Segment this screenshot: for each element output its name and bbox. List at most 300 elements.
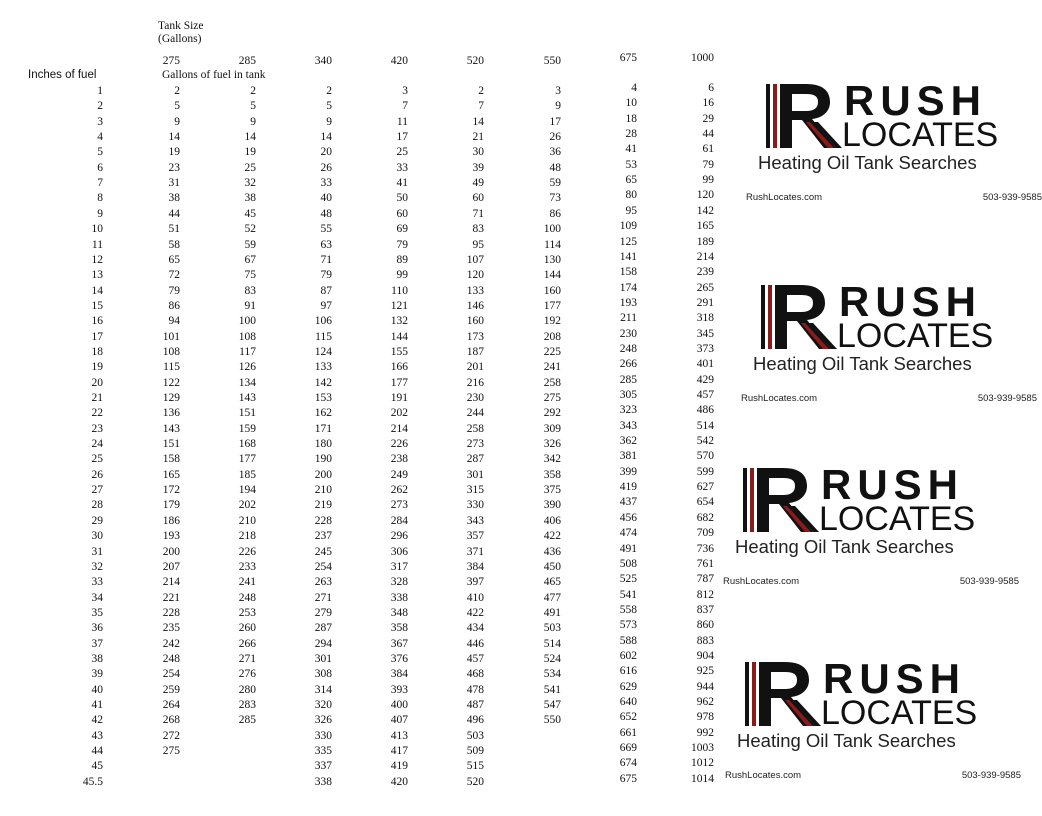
gallons-cell: 191 (390, 392, 408, 404)
gallons-cell: 192 (543, 315, 561, 328)
gallons-cell: 260 (238, 622, 256, 635)
gallons-cell: 230 (466, 392, 484, 404)
gallons-cell: 541 (619, 588, 637, 601)
gallons-cell: 422 (543, 530, 561, 543)
gallons-cell: 7 (478, 100, 484, 113)
inches-cell: 10 (91, 223, 103, 236)
gallons-cell: 49 (472, 177, 484, 190)
gallons-cell: 61 (702, 143, 714, 156)
brand-rush: RUSH (839, 278, 983, 325)
gallons-cell: 4 (631, 82, 637, 94)
inches-cell: 41 (91, 699, 103, 711)
gallons-cell: 110 (391, 284, 408, 297)
phone-number: 503-939-9585 (977, 393, 1037, 404)
gallons-cell: 31 (168, 177, 180, 190)
inches-cell: 23 (91, 422, 103, 435)
gallons-cell: 640 (619, 696, 637, 708)
gallons-cell: 328 (390, 576, 408, 589)
gallons-cell: 36 (549, 146, 561, 159)
inches-cell: 22 (91, 407, 103, 420)
gallons-cell: 14 (168, 131, 180, 144)
gallons-cell: 5 (250, 100, 256, 113)
gallons-cell: 20 (320, 146, 332, 159)
gallons-cell: 194 (238, 484, 256, 497)
gallons-cell: 284 (390, 514, 408, 527)
gallons-cell: 172 (162, 484, 180, 497)
gallons-cell: 367 (390, 637, 408, 650)
brand-locates: LOCATES (842, 116, 999, 154)
gallons-cell: 174 (619, 281, 637, 294)
gallons-cell: 248 (238, 591, 256, 604)
gallons-cell: 420 (390, 775, 408, 788)
gallons-cell: 436 (543, 545, 561, 558)
inches-cell: 35 (91, 606, 103, 619)
gallons-cell: 9 (326, 115, 332, 128)
gallons-cell: 86 (168, 299, 180, 312)
inches-cell: 12 (91, 253, 103, 266)
gallons-cell: 67 (244, 253, 256, 266)
gallons-cell: 992 (696, 726, 714, 739)
gallons-cell: 120 (466, 269, 484, 282)
brand-rush: RUSH (821, 461, 965, 508)
gallons-cell: 100 (238, 315, 256, 328)
gallons-cell: 358 (543, 468, 561, 481)
gallons-cell: 28 (625, 128, 637, 141)
phone-number: 503-939-9585 (961, 770, 1021, 781)
gallons-cell: 30 (472, 146, 484, 159)
gallons-cell: 674 (619, 757, 637, 770)
gallons-cell: 48 (549, 161, 561, 174)
gallons-cell: 376 (390, 652, 408, 665)
gallons-cell: 79 (702, 158, 714, 171)
tank-size-header: 1000 (691, 52, 714, 64)
rush-locates-logo (723, 461, 1019, 614)
gallons-cell: 241 (543, 361, 561, 374)
gallons-cell: 3 (555, 85, 561, 97)
gallons-cell: 292 (543, 407, 561, 420)
gallons-cell: 599 (696, 465, 714, 478)
gallons-cell: 253 (238, 606, 256, 619)
gallons-cell: 266 (238, 637, 256, 650)
gallons-cell: 787 (696, 573, 714, 586)
gallons-cell: 160 (543, 284, 561, 297)
gallons-cell: 962 (696, 696, 714, 708)
tank-size-line2: (Gallons) (158, 33, 202, 45)
gallons-cell: 218 (238, 530, 256, 543)
gallons-cell: 280 (238, 683, 256, 696)
gallons-cell: 860 (696, 619, 714, 632)
tank-size-line1: Tank Size (158, 20, 204, 32)
gallons-cell: 456 (619, 511, 637, 524)
gallons-cell: 654 (696, 496, 714, 509)
gallons-cell: 190 (314, 453, 332, 466)
gallons-cell: 5 (326, 100, 332, 113)
website-link[interactable]: RushLocates.com (746, 192, 823, 203)
gallons-cell: 305 (619, 389, 637, 401)
gallons-cell: 944 (696, 680, 714, 693)
gallons-cell: 401 (696, 358, 714, 371)
gallons-cell: 541 (543, 683, 561, 696)
gallons-cell: 151 (238, 407, 256, 420)
gallons-cell: 143 (238, 392, 256, 404)
gallons-cell: 419 (619, 481, 637, 494)
gallons-cell: 160 (466, 315, 484, 328)
gallons-cell: 117 (239, 345, 256, 358)
gallons-cell: 58 (168, 238, 180, 251)
gallons-cell: 10 (625, 97, 637, 110)
gallons-cell: 669 (619, 742, 637, 755)
gallons-cell: 14 (472, 115, 484, 128)
gallons-cell: 457 (466, 652, 484, 665)
gallons-cell: 275 (543, 392, 561, 404)
tagline: Heating Oil Tank Searches (753, 353, 972, 374)
r-letter-logo-icon (757, 283, 841, 355)
gallons-cell: 675 (619, 772, 637, 785)
r-letter-logo-icon (739, 466, 823, 538)
gallons-cell: 168 (238, 438, 256, 451)
gallons-cell: 44 (168, 207, 180, 220)
gallons-cell: 330 (466, 499, 484, 512)
gallons-cell: 318 (696, 312, 714, 325)
gallons-cell: 193 (162, 530, 180, 543)
gallons-cell: 214 (390, 422, 408, 435)
gallons-cell: 265 (696, 281, 714, 294)
gallons-cell: 2 (326, 85, 332, 97)
gallons-cell: 99 (702, 174, 714, 187)
gallons-cell: 285 (238, 714, 256, 727)
gallons-cell: 904 (696, 649, 714, 662)
inches-cell: 17 (91, 330, 103, 343)
gallons-cell: 283 (238, 699, 256, 711)
gallons-cell: 9 (555, 100, 561, 113)
gallons-cell: 69 (396, 223, 408, 236)
gallons-cell: 208 (543, 330, 561, 343)
gallons-cell: 120 (696, 189, 714, 202)
gallons-cell: 9 (250, 115, 256, 128)
inches-cell: 36 (91, 622, 103, 635)
gallons-cell: 114 (544, 238, 561, 251)
gallons-cell: 883 (696, 634, 714, 647)
gallons-cell: 487 (466, 699, 484, 711)
gallons-cell: 71 (472, 207, 484, 220)
brand-rush: RUSH (823, 655, 967, 702)
gallons-cell: 16 (702, 97, 714, 110)
gallons-cell: 486 (696, 404, 714, 417)
inches-cell: 20 (91, 376, 103, 389)
gallons-cell: 14 (320, 131, 332, 144)
gallons-cell: 79 (168, 284, 180, 297)
gallons-cell: 661 (619, 726, 637, 739)
inches-cell: 2 (97, 100, 103, 113)
gallons-cell: 60 (472, 192, 484, 205)
gallons-cell: 50 (396, 192, 408, 205)
website-link[interactable]: RushLocates.com (723, 576, 800, 587)
gallons-cell: 245 (314, 545, 332, 558)
website-link[interactable]: RushLocates.com (741, 393, 818, 404)
gallons-cell: 520 (466, 775, 484, 788)
gallons-cell: 100 (543, 223, 561, 236)
gallons-cell: 254 (162, 668, 180, 681)
gallons-cell: 132 (390, 315, 408, 328)
gallons-cell: 397 (466, 576, 484, 589)
gallons-cell: 525 (619, 573, 637, 586)
inches-cell: 9 (97, 207, 103, 220)
gallons-cell: 207 (162, 560, 180, 573)
gallons-cell: 52 (244, 223, 256, 236)
gallons-cell: 108 (162, 345, 180, 358)
gallons-cell: 133 (466, 284, 484, 297)
gallons-cell: 273 (390, 499, 408, 512)
gallons-cell: 242 (162, 637, 180, 650)
inches-cell: 33 (91, 576, 103, 589)
gallons-cell: 83 (244, 284, 256, 297)
gallons-cell: 682 (696, 511, 714, 524)
gallons-cell: 358 (390, 622, 408, 635)
gallons-cell: 616 (619, 665, 637, 678)
gallons-cell: 200 (162, 545, 180, 558)
brand-locates: LOCATES (821, 694, 978, 732)
gallons-cell: 185 (238, 468, 256, 481)
gallons-cell: 189 (696, 235, 714, 248)
gallons-cell: 306 (390, 545, 408, 558)
gallons-cell: 125 (619, 235, 637, 248)
gallons-cell: 144 (543, 269, 561, 282)
gallons-cell: 179 (162, 499, 180, 512)
gallons-cell: 812 (696, 588, 714, 601)
gallons-cell: 323 (619, 404, 637, 417)
gallons-cell: 254 (314, 560, 332, 573)
gallons-cell: 276 (238, 668, 256, 681)
tank-size-header: 520 (466, 55, 484, 67)
gallons-cell: 65 (625, 174, 637, 187)
gallons-cell: 86 (549, 207, 561, 220)
inches-cell: 30 (91, 530, 103, 543)
gallons-cell: 136 (162, 407, 180, 420)
inches-cell: 40 (91, 683, 103, 696)
gallons-cell: 23 (168, 161, 180, 174)
gallons-cell: 162 (314, 407, 332, 420)
gallons-cell: 437 (619, 496, 637, 509)
gallons-cell: 709 (696, 527, 714, 540)
gallons-cell: 129 (162, 392, 180, 404)
gallons-cell: 63 (320, 238, 332, 251)
gallons-cell: 80 (625, 189, 637, 202)
gallons-cell: 542 (696, 435, 714, 448)
gallons-cell: 761 (696, 557, 714, 570)
gallons-cell: 570 (696, 450, 714, 463)
gallons-cell: 94 (168, 315, 180, 328)
gallons-cell: 171 (314, 422, 332, 435)
gallons-cell: 60 (396, 207, 408, 220)
gallons-cell: 134 (238, 376, 256, 389)
gallons-cell: 259 (162, 683, 180, 696)
gallons-cell: 330 (314, 729, 332, 742)
gallons-cell: 450 (543, 560, 561, 573)
rush-locates-logo (741, 278, 1037, 431)
inches-cell: 45 (91, 760, 103, 773)
gallons-cell: 314 (314, 683, 332, 696)
inches-cell: 18 (91, 345, 103, 358)
inches-cell: 3 (97, 115, 103, 128)
inches-cell: 21 (91, 392, 103, 404)
gallons-cell: 97 (320, 299, 332, 312)
gallons-cell: 158 (619, 266, 637, 279)
gallons-cell: 239 (696, 266, 714, 279)
gallons-cell: 187 (466, 345, 484, 358)
gallons-cell: 317 (390, 560, 408, 573)
gallons-cell: 44 (702, 128, 714, 141)
gallons-cell: 40 (320, 192, 332, 205)
gallons-cell: 133 (314, 361, 332, 374)
gallons-cell: 373 (696, 342, 714, 355)
gallons-cell: 225 (543, 345, 561, 358)
gallons-cell: 419 (390, 760, 408, 773)
r-letter-logo-icon (741, 660, 825, 732)
inches-cell: 42 (91, 714, 103, 727)
gallons-cell: 326 (543, 438, 561, 451)
gallons-cell: 151 (162, 438, 180, 451)
gallons-cell: 235 (162, 622, 180, 635)
gallons-cell: 273 (466, 438, 484, 451)
gallons-cell: 348 (390, 606, 408, 619)
gallons-cell: 345 (696, 327, 714, 340)
website-link[interactable]: RushLocates.com (725, 770, 802, 781)
gallons-cell: 294 (314, 637, 332, 650)
gallons-cell: 211 (620, 312, 637, 325)
gallons-cell: 115 (315, 330, 332, 343)
gallons-cell: 14 (244, 131, 256, 144)
brand-rush: RUSH (844, 77, 988, 124)
gallons-cell: 263 (314, 576, 332, 589)
gallons-cell: 228 (162, 606, 180, 619)
gallons-cell: 146 (466, 299, 484, 312)
gallons-cell: 25 (244, 161, 256, 174)
tagline: Heating Oil Tank Searches (735, 536, 954, 557)
gallons-cell: 1003 (691, 742, 714, 755)
brand-locates: LOCATES (819, 500, 976, 538)
gallons-cell: 165 (696, 220, 714, 233)
gallons-cell: 262 (390, 484, 408, 497)
gallons-cell: 238 (390, 453, 408, 466)
inches-cell: 38 (91, 652, 103, 665)
gallons-cell: 248 (162, 652, 180, 665)
gallons-cell: 627 (696, 481, 714, 494)
gallons-cell: 736 (696, 542, 714, 555)
gallons-cell: 75 (244, 269, 256, 282)
inches-cell: 19 (91, 361, 103, 374)
r-letter-logo-icon (762, 82, 846, 154)
gallons-cell: 141 (619, 250, 637, 263)
gallons-cell: 126 (238, 361, 256, 374)
gallons-cell: 320 (314, 699, 332, 711)
gallons-cell: 629 (619, 680, 637, 693)
gallons-cell: 371 (466, 545, 484, 558)
tank-size-header: 285 (238, 55, 256, 67)
gallons-cell: 534 (543, 668, 561, 681)
inches-cell: 6 (97, 161, 103, 174)
gallons-cell: 413 (390, 729, 408, 742)
gallons-cell: 55 (320, 223, 332, 236)
gallons-cell: 216 (466, 376, 484, 389)
inches-cell: 11 (91, 238, 103, 251)
gallons-cell: 99 (396, 269, 408, 282)
gallons-cell: 59 (244, 238, 256, 251)
gallons-cell: 122 (162, 376, 180, 389)
gallons-cell: 550 (543, 714, 561, 727)
gallons-cell: 1012 (691, 757, 714, 770)
gallons-cell: 38 (168, 192, 180, 205)
gallons-cell: 308 (314, 668, 332, 681)
gallons-cell: 65 (168, 253, 180, 266)
phone-number: 503-939-9585 (959, 576, 1019, 587)
inches-of-fuel-label: Inches of fuel (28, 69, 97, 81)
gallons-cell: 272 (162, 729, 180, 742)
tagline: Heating Oil Tank Searches (737, 730, 956, 751)
gallons-cell: 338 (314, 775, 332, 788)
gallons-cell: 2 (174, 85, 180, 97)
gallons-cell: 264 (162, 699, 180, 711)
gallons-cell: 95 (625, 204, 637, 217)
gallons-cell: 390 (543, 499, 561, 512)
brand-locates: LOCATES (837, 317, 994, 355)
gallons-cell: 925 (696, 665, 714, 678)
gallons-cell: 515 (466, 760, 484, 773)
gallons-cell: 73 (549, 192, 561, 205)
gallons-cell: 268 (162, 714, 180, 727)
gallons-cell: 241 (238, 576, 256, 589)
gallons-cell: 19 (168, 146, 180, 159)
inches-cell: 14 (91, 284, 103, 297)
gallons-cell: 153 (314, 392, 332, 404)
gallons-cell: 343 (619, 419, 637, 432)
gallons-cell: 422 (466, 606, 484, 619)
gallons-cell: 1014 (691, 772, 714, 785)
gallons-cell: 652 (619, 711, 637, 724)
gallons-cell: 978 (696, 711, 714, 724)
gallons-cell: 219 (314, 499, 332, 512)
inches-cell: 28 (91, 499, 103, 512)
gallons-cell: 258 (466, 422, 484, 435)
gallons-cell: 291 (696, 296, 714, 309)
gallons-cell: 410 (466, 591, 484, 604)
gallons-cell: 193 (619, 296, 637, 309)
tank-size-header: 675 (619, 52, 637, 64)
inches-cell: 31 (91, 545, 103, 558)
gallons-cell: 79 (396, 238, 408, 251)
gallons-cell: 407 (390, 714, 408, 727)
gallons-cell: 514 (543, 637, 561, 650)
gallons-cell: 38 (244, 192, 256, 205)
gallons-cell: 41 (396, 177, 408, 190)
gallons-cell: 89 (396, 253, 408, 266)
gallons-cell: 399 (619, 465, 637, 478)
gallons-cell: 210 (314, 484, 332, 497)
inches-cell: 44 (91, 745, 103, 758)
gallons-cell: 142 (314, 376, 332, 389)
gallons-cell: 45 (244, 207, 256, 220)
inches-cell: 26 (91, 468, 103, 481)
gallons-cell: 39 (472, 161, 484, 174)
gallons-cell: 457 (696, 389, 714, 401)
gallons-cell: 115 (163, 361, 180, 374)
inches-cell: 7 (97, 177, 103, 190)
gallons-cell: 226 (390, 438, 408, 451)
gallons-cell: 33 (320, 177, 332, 190)
gallons-cell: 83 (472, 223, 484, 236)
gallons-cell: 375 (543, 484, 561, 497)
gallons-cell: 296 (390, 530, 408, 543)
inches-cell: 24 (91, 438, 103, 451)
